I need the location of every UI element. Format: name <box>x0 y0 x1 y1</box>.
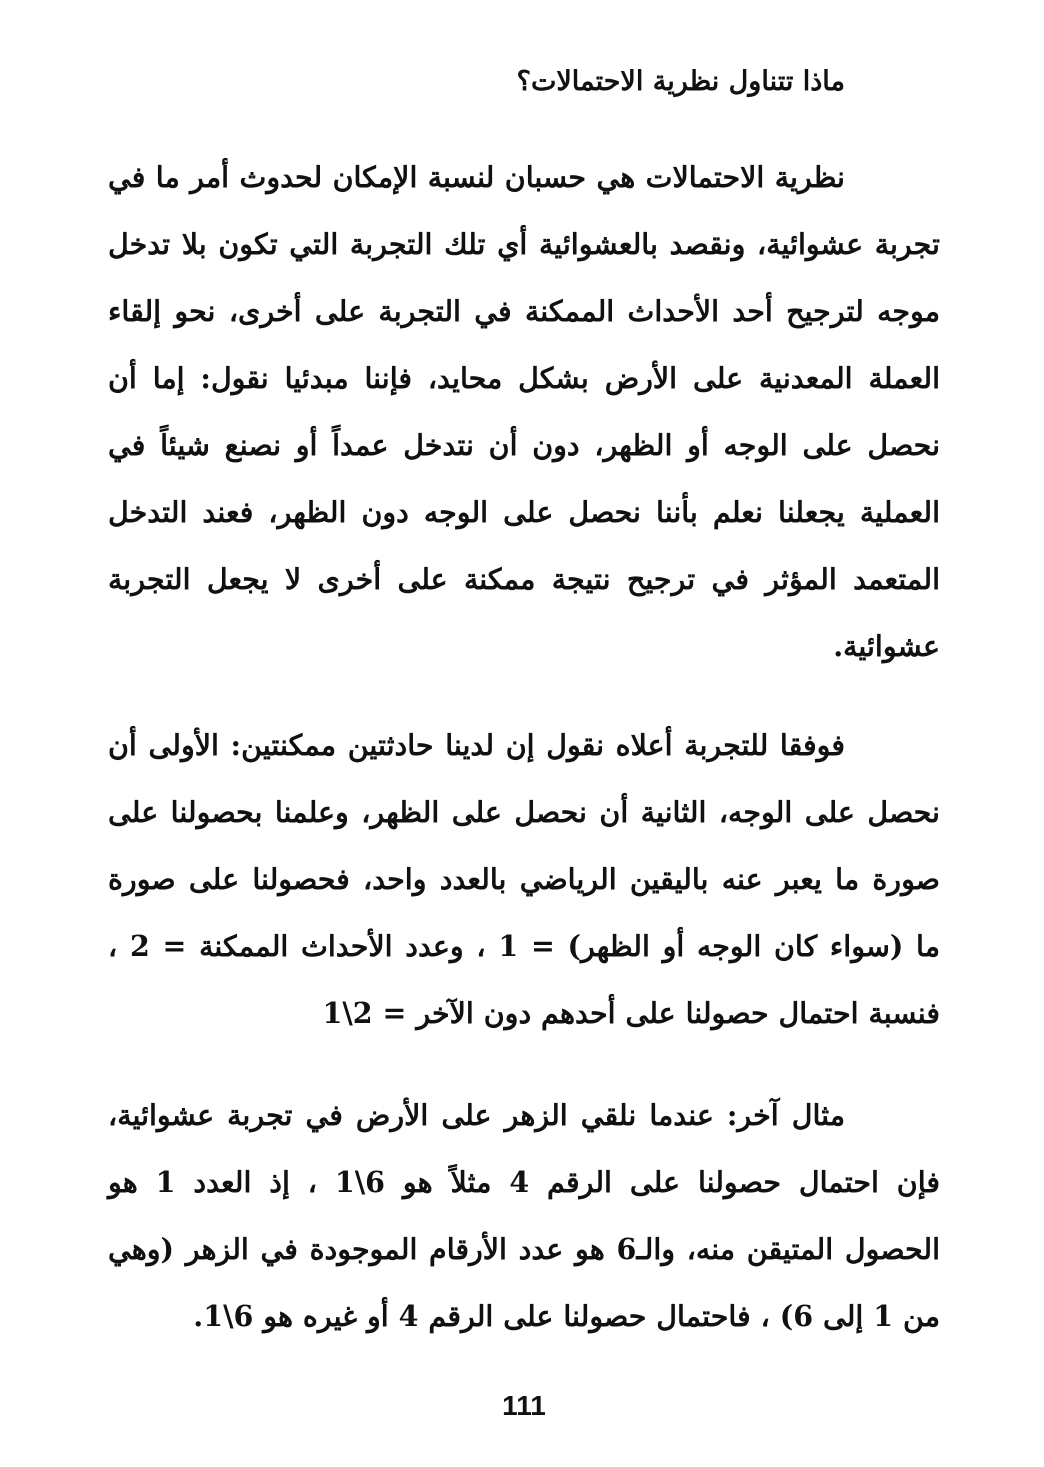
paragraph-definition: نظرية الاحتمالات هي حسبان لنسبة الإمكان لحدوث أمر ما في تجربة عشوائية، ونقصد بالعشوائية أي تلك التجربة التي تكون بلا تدخل موجه لترجيح أحد الأحداث الممكنة في التجربة على أخرى، نحو إلقاء العملة المعدنية على الأرض بشكل محايد، فإننا مبدئيا نقول: إما أن نحصل على الوجه أو الظهر، دون أن نتدخل عمداً أو نصنع شيئاً في العملية يجعلنا نعلم بأننا نحصل على الوجه دون الظهر، فعند التدخل المتعمد المؤثر في ترجيح نتيجة ممكنة على أخرى لا يجعل التجربة عشوائية. <box>108 160 940 663</box>
page-number: 111 <box>502 1390 546 1421</box>
section-heading: ماذا تتناول نظرية الاحتمالات؟ <box>516 66 845 97</box>
paragraph-coin-example: فوفقا للتجربة أعلاه نقول إن لدينا حادثتين ممكنتين: الأولى أن نحصل على الوجه، الثانية أن نحصل على الظهر، وعلمنا بحصولنا على صورة ما يعبر عنه باليقين الرياضي بالعدد واحد، فحصولنا على صورة ما (سواء كان الوجه أو الظهر) = 1 ، وعدد الأحداث الممكنة = 2 ، فنسبة احتمال حصولنا على أحدهم دون الآخر = 2\1 <box>108 728 940 1030</box>
document-page <box>108 0 940 1467</box>
paragraph-dice-example: مثال آخر: عندما نلقي الزهر على الأرض في تجربة عشوائية، فإن احتمال حصولنا على الرقم 4 مثلاً هو 6\1 ، إذ العدد 1 هو الحصول المتيقن منه، والـ6 هو عدد الأرقام الموجودة في الزهر (وهي من 1 إلى 6) ، فاحتمال حصولنا على الرقم 4 أو غيره هو 6\1. <box>108 1098 941 1333</box>
